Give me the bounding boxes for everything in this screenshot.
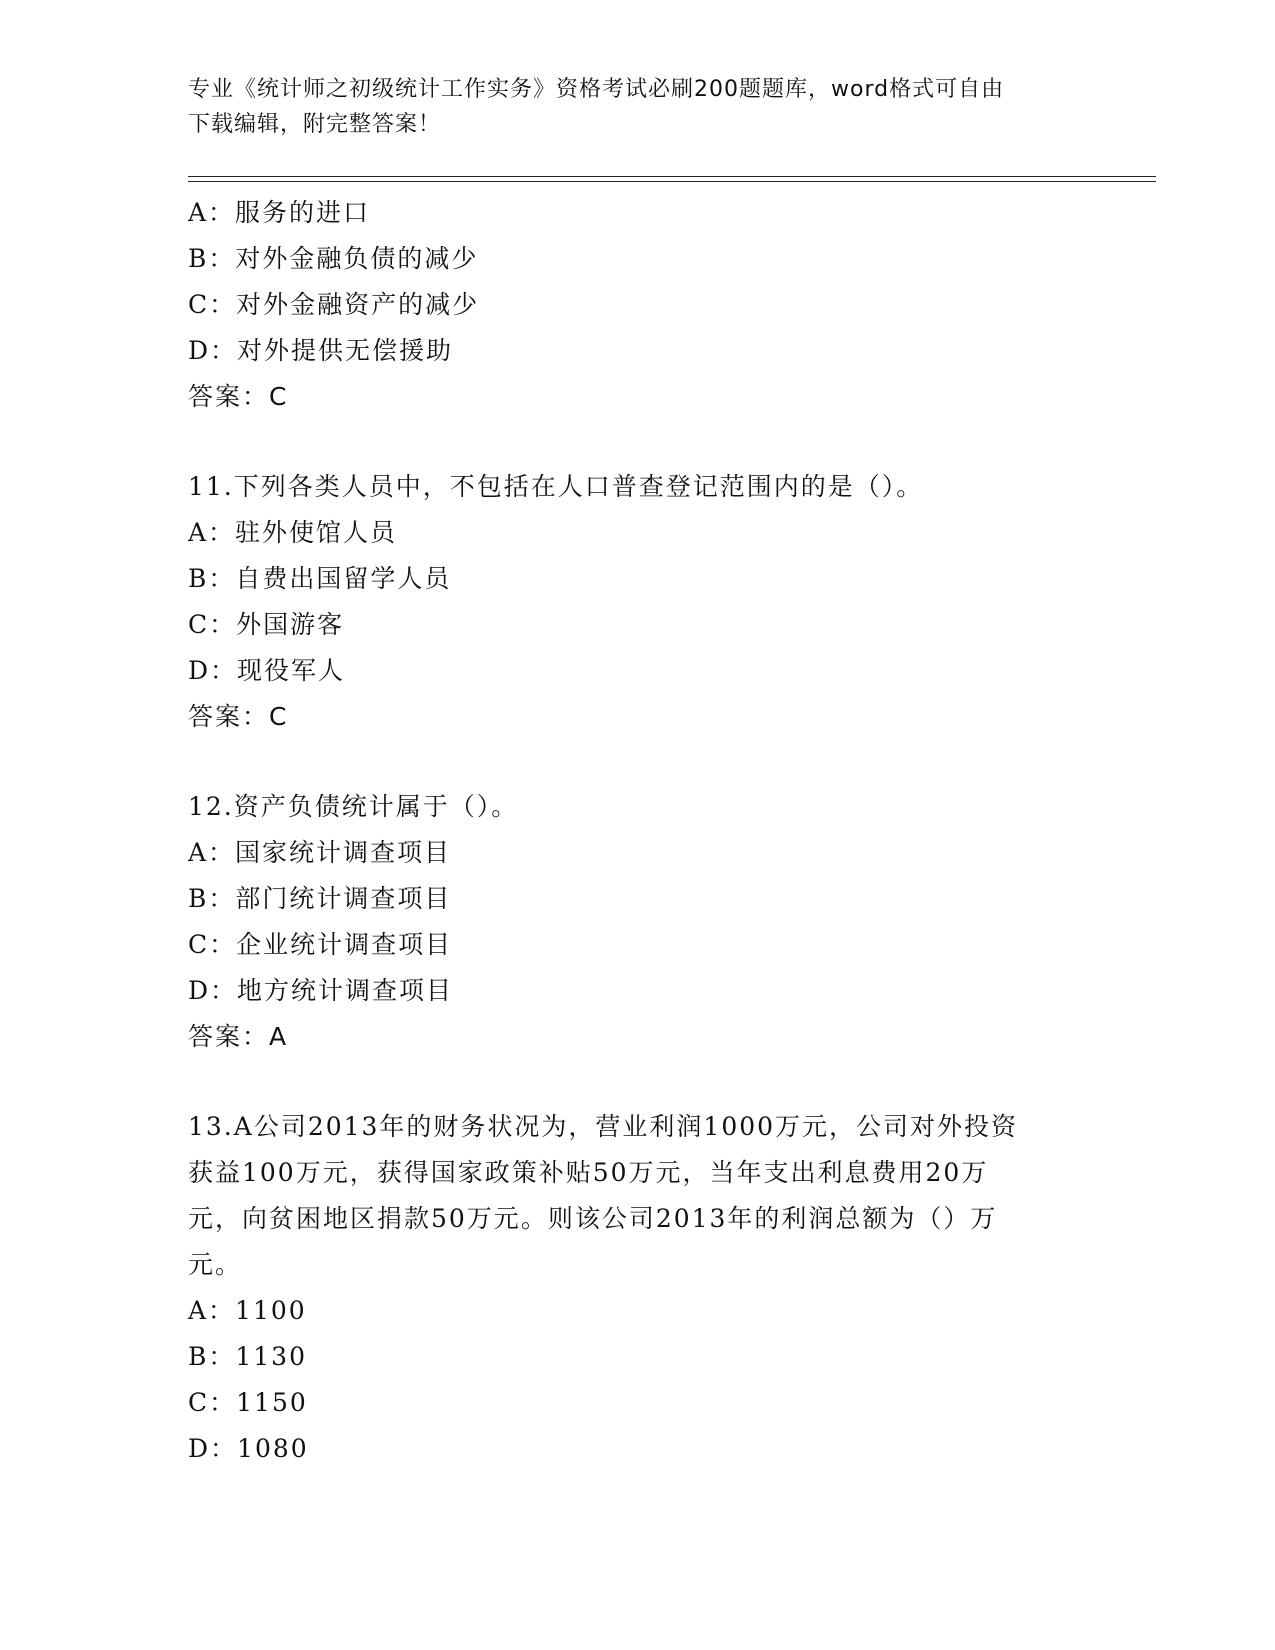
header-line-2: 下载编辑，附完整答案！ — [188, 112, 442, 137]
question-12 — [188, 784, 1088, 1060]
question-stem: 12.资产负债统计属于（）。 — [188, 792, 519, 821]
question-stem-line-1: 13.A公司2013年的财务状况为，营业利润1000万元，公司对外投资 — [188, 1112, 1019, 1141]
question-spacer — [188, 1060, 1088, 1104]
question-10 — [188, 190, 1088, 420]
question-11 — [188, 464, 1088, 740]
question-stem: 11.下列各类人员中，不包括在人口普查登记范围内的是（）。 — [188, 472, 924, 501]
header-divider-top — [188, 176, 1156, 177]
question-spacer — [188, 420, 1088, 464]
question-stem-line-4: 元。 — [188, 1250, 243, 1279]
option-c: C：1150 — [188, 1388, 308, 1417]
answer-line: 答案：A — [188, 1022, 289, 1051]
header-divider-bottom — [188, 181, 1156, 182]
question-spacer — [188, 740, 1088, 784]
option-c: C：外国游客 — [188, 610, 345, 639]
answer-line: 答案：C — [188, 382, 289, 411]
option-c: C：企业统计调查项目 — [188, 930, 453, 959]
answer-line: 答案：C — [188, 702, 289, 731]
question-stem-line-2: 获益100万元，获得国家政策补贴50万元，当年支出利息费用20万 — [188, 1158, 989, 1187]
option-a: A：1100 — [188, 1296, 307, 1325]
option-a: A：服务的进口 — [188, 198, 371, 227]
option-d: D：现役军人 — [188, 656, 346, 685]
question-13 — [188, 1104, 1088, 1472]
option-d: D：地方统计调查项目 — [188, 976, 454, 1005]
option-d: D：对外提供无偿援助 — [188, 336, 454, 365]
option-a: A：驻外使馆人员 — [188, 518, 398, 547]
option-b: B：自费出国留学人员 — [188, 564, 452, 593]
document-header — [188, 72, 1088, 142]
option-b: B：1130 — [188, 1342, 307, 1371]
option-a: A：国家统计调查项目 — [188, 838, 452, 867]
header-line-1: 专业《统计师之初级统计工作实务》资格考试必刷200题题库，word格式可自由 — [188, 77, 1005, 102]
question-content — [188, 190, 1088, 1472]
question-stem-line-3: 元，向贫困地区捐款50万元。则该公司2013年的利润总额为（）万 — [188, 1204, 998, 1233]
option-c: C：对外金融资产的减少 — [188, 290, 480, 319]
option-b: B：对外金融负债的减少 — [188, 244, 479, 273]
option-d: D：1080 — [188, 1434, 309, 1463]
option-b: B：部门统计调查项目 — [188, 884, 452, 913]
